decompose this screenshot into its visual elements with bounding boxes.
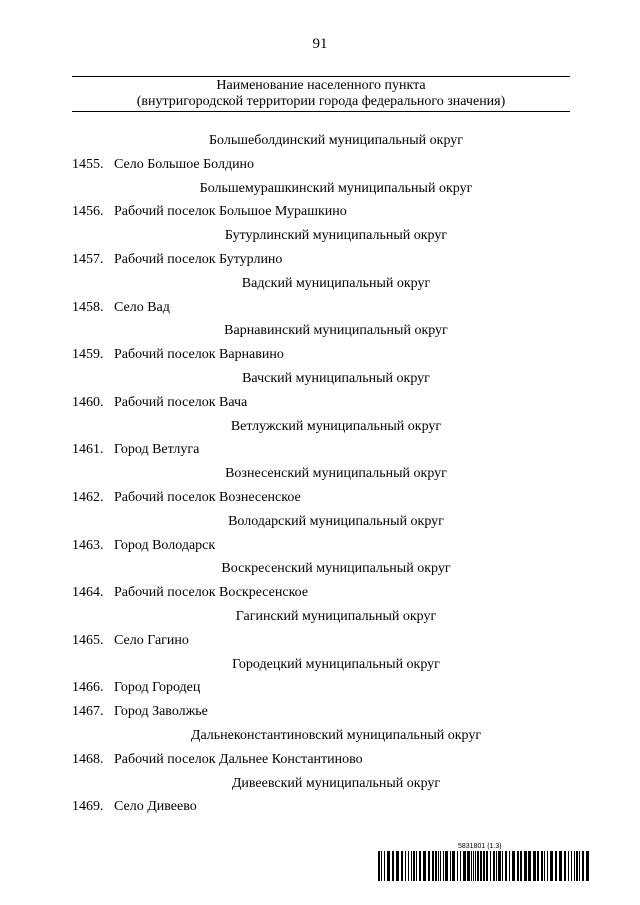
barcode-bar bbox=[586, 851, 589, 881]
district-heading: Варнавинский муниципальный округ bbox=[224, 323, 448, 339]
settlement-row bbox=[72, 795, 570, 819]
district-heading: Вадский муниципальный округ bbox=[241, 275, 431, 291]
settlement-row bbox=[72, 153, 570, 177]
barcode-bar bbox=[550, 851, 553, 881]
settlement-name: Город Володарск bbox=[114, 537, 216, 553]
barcode-bar bbox=[480, 851, 482, 881]
settlement-number: 1460. bbox=[72, 394, 104, 410]
barcode-bar bbox=[452, 851, 455, 881]
settlement-row bbox=[72, 581, 570, 605]
barcode-bar bbox=[477, 851, 479, 881]
settlement-number: 1469. bbox=[72, 799, 104, 815]
district-heading: Большемурашкинский муниципальный округ bbox=[199, 180, 473, 196]
district-heading: Бутурлинский муниципальный округ bbox=[224, 228, 448, 244]
barcode-bar bbox=[475, 851, 476, 881]
settlement-number: 1467. bbox=[72, 704, 104, 720]
district-heading: Ветлужский муниципальный округ bbox=[230, 418, 442, 434]
column-header-line-1: Наименование населенного пункта bbox=[216, 78, 426, 93]
district-heading: Воскресенский муниципальный округ bbox=[221, 561, 451, 577]
settlement-row bbox=[72, 200, 570, 224]
settlement-number: 1466. bbox=[72, 680, 104, 696]
barcode-block bbox=[378, 843, 590, 881]
barcode-bar bbox=[408, 851, 409, 881]
barcode-bar bbox=[463, 851, 466, 881]
settlement-name: Город Городец bbox=[114, 680, 201, 696]
settlement-name: Рабочий поселок Дальнее Константиново bbox=[114, 751, 363, 767]
barcode-bar bbox=[574, 851, 575, 881]
settlement-name: Город Заволжье bbox=[114, 704, 208, 720]
barcode-bar bbox=[413, 851, 415, 881]
barcode-bar bbox=[432, 851, 434, 881]
barcode-bar bbox=[582, 851, 584, 881]
settlement-name: Село Гагино bbox=[114, 632, 189, 648]
district-heading: Вачский муниципальный округ bbox=[242, 370, 430, 386]
barcode-bar bbox=[568, 851, 569, 881]
barcode bbox=[378, 851, 590, 881]
barcode-bar bbox=[512, 851, 515, 881]
district-heading: Городецкий муниципальный округ bbox=[232, 656, 440, 672]
settlement-row bbox=[72, 438, 570, 462]
column-header-line-2: (внутригородской территории города федерального значения) bbox=[136, 94, 506, 109]
settlement-name: Рабочий поселок Варнавино bbox=[114, 347, 284, 363]
settlement-number: 1457. bbox=[72, 251, 104, 267]
district-heading: Дальнеконстантиновский муниципальный округ bbox=[190, 727, 482, 743]
barcode-bar bbox=[537, 851, 539, 881]
barcode-bar bbox=[496, 851, 497, 881]
barcode-bar bbox=[517, 851, 519, 881]
header-top-rule bbox=[72, 76, 570, 77]
barcode-bar bbox=[490, 851, 491, 881]
settlement-row bbox=[72, 534, 570, 558]
settlement-number: 1461. bbox=[72, 442, 104, 458]
barcode-bar bbox=[405, 851, 406, 881]
barcode-bar bbox=[544, 851, 545, 881]
barcode-bar bbox=[502, 851, 503, 881]
barcode-bar bbox=[423, 851, 426, 881]
settlement-list bbox=[72, 129, 570, 819]
settlement-number: 1463. bbox=[72, 537, 104, 553]
settlement-name: Рабочий поселок Вознесенское bbox=[114, 489, 301, 505]
settlement-number: 1456. bbox=[72, 204, 104, 220]
district-heading: Вознесенский муниципальный округ bbox=[225, 466, 447, 482]
barcode-bar bbox=[450, 851, 451, 881]
settlement-number: 1459. bbox=[72, 347, 104, 363]
barcode-bar bbox=[467, 851, 470, 881]
settlement-name: Рабочий поселок Вача bbox=[114, 394, 248, 410]
settlement-row bbox=[72, 296, 570, 320]
barcode-bar bbox=[435, 851, 437, 881]
barcode-bar bbox=[505, 851, 507, 881]
district-heading: Дивеевский муниципальный округ bbox=[231, 775, 441, 791]
settlement-row bbox=[72, 700, 570, 724]
barcode-bar bbox=[533, 851, 536, 881]
barcode-bar bbox=[559, 851, 562, 881]
barcode-bar bbox=[528, 851, 531, 881]
barcode-bar bbox=[571, 851, 572, 881]
barcode-bar bbox=[471, 851, 472, 881]
barcode-bar bbox=[486, 851, 488, 881]
settlement-number: 1458. bbox=[72, 299, 104, 315]
settlement-name: Город Ветлуга bbox=[114, 442, 200, 458]
settlement-name: Рабочий поселок Воскресенское bbox=[114, 585, 309, 601]
barcode-bar bbox=[443, 851, 444, 881]
settlement-row bbox=[72, 391, 570, 415]
barcode-bar bbox=[387, 851, 390, 881]
settlement-number: 1468. bbox=[72, 751, 104, 767]
barcode-bar bbox=[419, 851, 421, 881]
barcode-bar bbox=[498, 851, 501, 881]
settlement-row bbox=[72, 676, 570, 700]
barcode-bar bbox=[438, 851, 439, 881]
barcode-bar bbox=[520, 851, 522, 881]
settlement-number: 1462. bbox=[72, 489, 104, 505]
settlement-name: Село Вад bbox=[114, 299, 170, 315]
page-number: 91 bbox=[312, 36, 328, 52]
barcode-bar bbox=[416, 851, 417, 881]
barcode-bar bbox=[541, 851, 543, 881]
barcode-bar bbox=[440, 851, 441, 881]
settlement-row bbox=[72, 629, 570, 653]
barcode-bar bbox=[579, 851, 580, 881]
barcode-bar bbox=[493, 851, 495, 881]
district-heading: Гагинский муниципальный округ bbox=[235, 608, 437, 624]
header-bottom-rule bbox=[72, 111, 570, 112]
barcode-bar bbox=[428, 851, 430, 881]
settlement-number: 1465. bbox=[72, 632, 104, 648]
barcode-bar bbox=[381, 851, 382, 881]
barcode-bar bbox=[384, 851, 385, 881]
settlement-name: Село Большое Болдино bbox=[114, 156, 255, 172]
barcode-bar bbox=[396, 851, 399, 881]
barcode-bar bbox=[445, 851, 448, 881]
barcode-bar bbox=[509, 851, 510, 881]
settlement-row bbox=[72, 343, 570, 367]
barcode-bar bbox=[576, 851, 578, 881]
barcode-bar bbox=[483, 851, 485, 881]
barcode-bar bbox=[392, 851, 394, 881]
district-heading: Большеболдинский муниципальный округ bbox=[208, 133, 464, 148]
barcode-bar bbox=[473, 851, 474, 881]
settlement-number: 1455. bbox=[72, 156, 104, 172]
barcode-bar bbox=[457, 851, 458, 881]
settlement-row bbox=[72, 748, 570, 772]
settlement-name: Рабочий поселок Большое Мурашкино bbox=[114, 204, 347, 220]
district-heading: Володарский муниципальный округ bbox=[228, 513, 444, 529]
barcode-bar bbox=[401, 851, 403, 881]
barcode-bar bbox=[555, 851, 557, 881]
barcode-caption: 5831801 (1.3) bbox=[458, 843, 502, 850]
settlement-row bbox=[72, 248, 570, 272]
barcode-bar bbox=[460, 851, 461, 881]
barcode-bar bbox=[411, 851, 412, 881]
settlement-row bbox=[72, 486, 570, 510]
settlement-name: Рабочий поселок Бутурлино bbox=[114, 251, 283, 267]
settlement-name: Село Дивеево bbox=[114, 799, 197, 815]
barcode-bar bbox=[378, 851, 380, 881]
barcode-bar bbox=[547, 851, 548, 881]
column-header bbox=[72, 78, 570, 110]
barcode-bar bbox=[524, 851, 527, 881]
barcode-bar bbox=[564, 851, 566, 881]
settlement-number: 1464. bbox=[72, 585, 104, 601]
